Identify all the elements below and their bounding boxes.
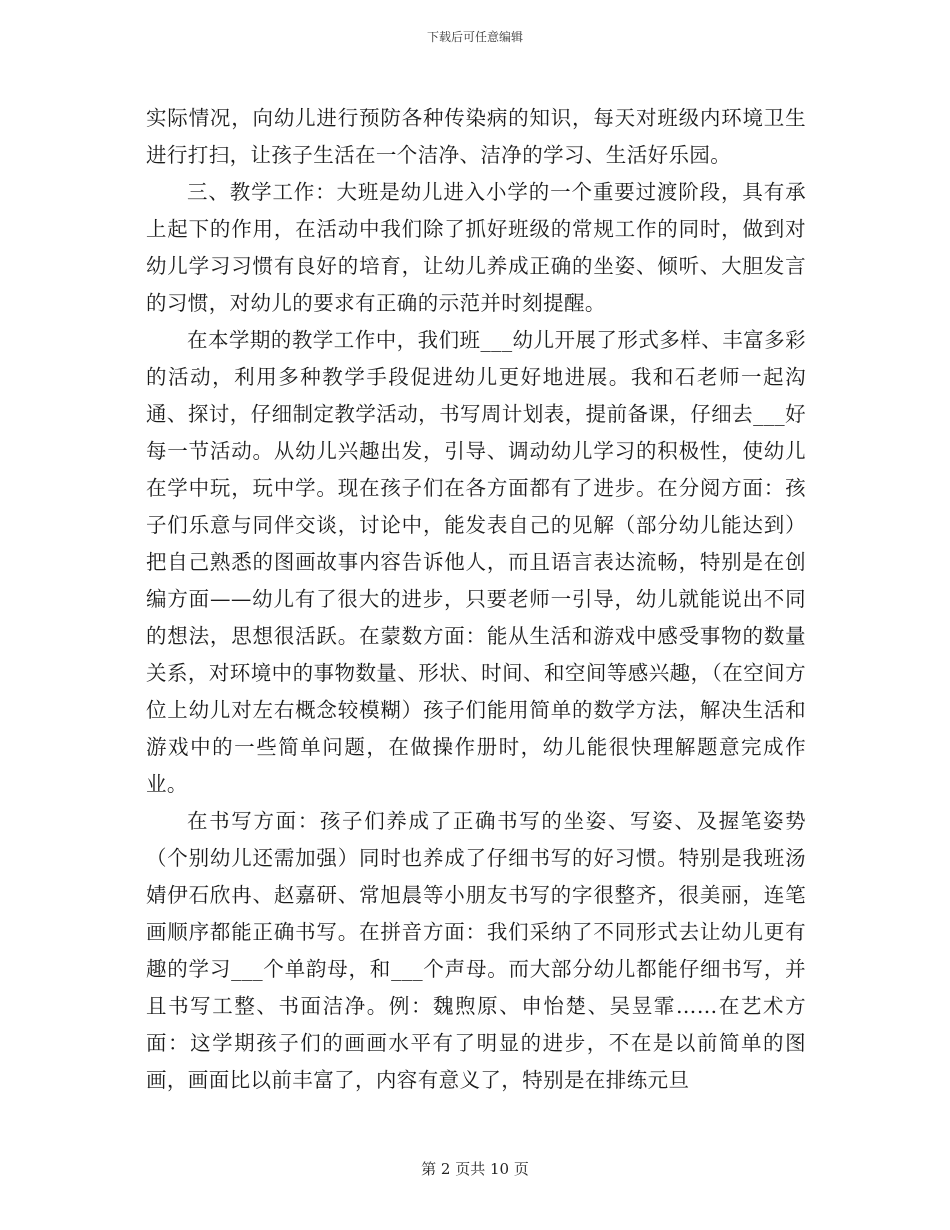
paragraph-3: 在本学期的教学工作中，我们班___幼儿开展了形式多样、丰富多彩的活动，利用多种教学手段促进幼儿更好地进展。我和石老师一起沟通、探讨，仔细制定教学活动，书写周计划表，提前备课，仔细去___好每一节活动。从幼儿兴趣出发，引导、调动幼儿学习的积极性，使幼儿在学中玩，玩中学。现在孩子们在各方面都有了进步。在分阅方面：孩子们乐意与同伴交谈，讨论中，能发表自己的见解（部分幼儿能达到）把自己熟悉的图画故事内容告诉他人，而且语言表达流畅，特别是在创编方面——幼儿有了很大的进步，只要老师一引导，幼儿就能说出不同的想法，思想很活跃。在蒙数方面：能从生活和游戏中感受事物的数量关系，对环境中的事物数量、形状、时间、和空间等感兴趣，（在空间方位上幼儿对左右概念较模糊）孩子们能用简单的数学方法，解决生活和游戏中的一些简单问题，在做操作册时，幼儿能很快理解题意完成作业。 <box>146 328 806 796</box>
paragraph-4: 在书写方面：孩子们养成了正确书写的坐姿、写姿、及握笔姿势（个别幼儿还需加强）同时也养成了仔细书写的好习惯。特别是我班汤婧伊石欣冉、赵嘉研、常旭晨等小朋友书写的字很整齐，很美丽，连笔画顺序都能正确书写。在拼音方面：我们采纳了不同形式去让幼儿更有趣的学习___个单韵母，和___个声母。而大部分幼儿都能仔细书写，并且书写工整、书面洁净。例：魏煦原、申怡楚、吴昱霏……在艺术方面：这学期孩子们的画画水平有了明显的进步，不在是以前简单的图画，画面比以前丰富了，内容有意义了，特别是在排练元旦 <box>146 809 806 1092</box>
document-body <box>146 100 806 1099</box>
page-header: 下载后可任意编辑 <box>426 30 523 44</box>
page-number: 第 2 页共 10 页 <box>421 1160 529 1178</box>
paragraph-1: 实际情况，向幼儿进行预防各种传染病的知识，每天对班级内环境卫生进行打扫，让孩子生活在一个洁净、洁净的学习、生活好乐园。 <box>146 106 806 167</box>
paragraph-2: 三、教学工作：大班是幼儿进入小学的一个重要过渡阶段，具有承上起下的作用，在活动中我们除了抓好班级的常规工作的同时，做到对幼儿学习习惯有良好的培育，让幼儿养成正确的坐姿、倾听、大胆发言的习惯，对幼儿的要求有正确的示范并时刻提醒。 <box>146 180 806 315</box>
